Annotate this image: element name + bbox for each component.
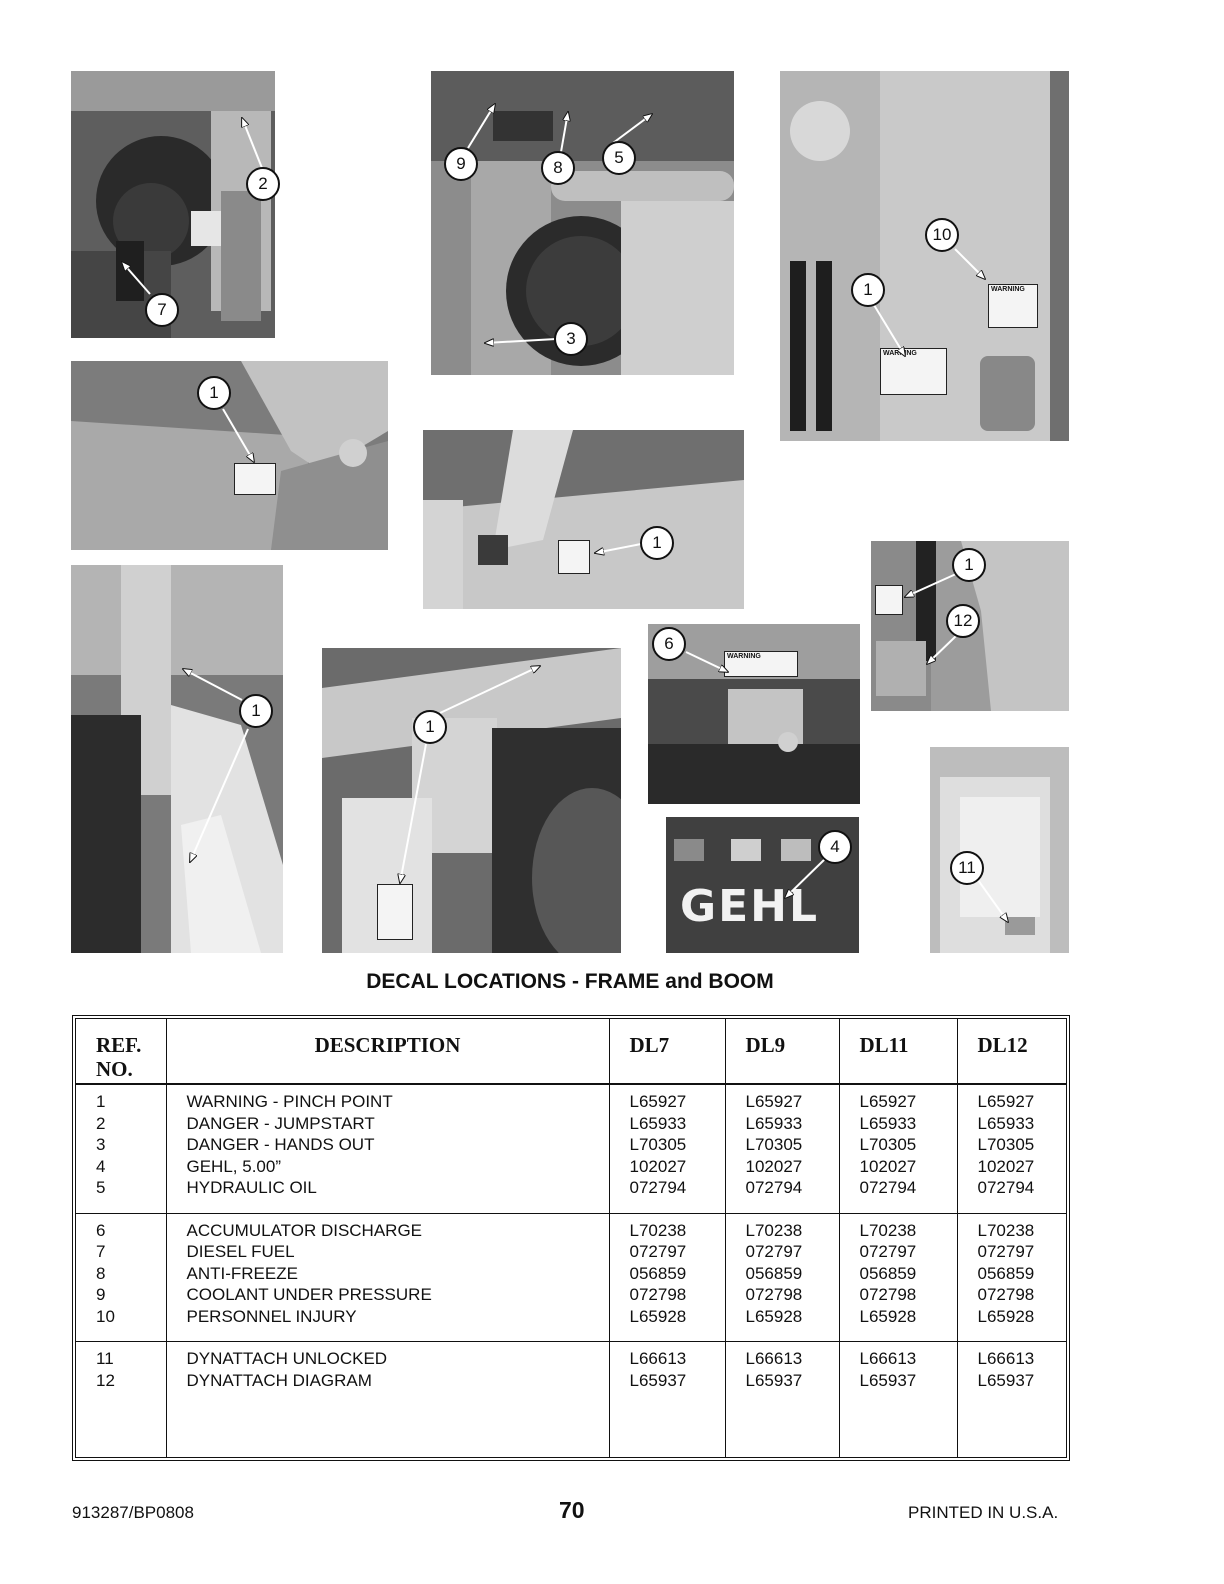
header-dl11: DL11 [839,1019,957,1084]
part-number: L65933 [745,1113,803,1133]
warning-decal: WARNING [880,348,947,395]
callout-1: 1 [851,273,885,307]
part-number: 056859 [629,1263,687,1283]
part-number: 072797 [745,1242,803,1261]
gehl-logo: GEHL [680,881,820,932]
part-number: L65937 [859,1370,917,1390]
header-ref-no: REF. NO. [76,1019,166,1084]
description-cell [166,1084,609,1213]
part-number: 072794 [977,1178,1035,1197]
dl9-cell [725,1342,839,1458]
warning-decal [234,463,276,495]
dl7-cell [609,1213,725,1342]
photo-boom-pivot-center [322,648,621,953]
part-number: L66613 [977,1349,1035,1368]
ref-number: 2 [96,1113,106,1133]
description-cell [166,1213,609,1342]
dl7-cell [609,1084,725,1213]
table-header-row [76,1019,1066,1084]
part-number: L65937 [629,1370,687,1390]
dl11-cell [839,1084,957,1213]
ref-number: 5 [96,1178,106,1197]
ref-number: 7 [96,1242,106,1261]
part-number: L65928 [745,1306,803,1326]
footer-printed-in: PRINTED IN U.S.A. [908,1503,1059,1522]
part-number: L66613 [745,1349,803,1368]
callout-2: 2 [246,167,280,201]
callout-6: 6 [652,627,686,661]
part-number: 056859 [859,1263,917,1283]
part-number: L70238 [977,1220,1035,1240]
part-number: 102027 [977,1156,1035,1176]
part-number: L65928 [859,1306,917,1326]
callout-5: 5 [602,141,636,175]
part-number: L65937 [745,1370,803,1390]
callout-1: 1 [640,526,674,560]
callout-10: 10 [925,218,959,252]
part-number: 072797 [977,1242,1035,1261]
part-number: L65928 [629,1306,687,1326]
callout-1: 1 [197,376,231,410]
part-number: 056859 [745,1263,803,1283]
dl11-cell [839,1342,957,1458]
part-number: 102027 [629,1156,687,1176]
description-text: ACCUMULATOR DISCHARGE [186,1220,423,1240]
part-number: L70305 [977,1135,1035,1154]
part-number: 072798 [977,1285,1035,1304]
description-text: DYNATTACH UNLOCKED [186,1349,388,1368]
callout-1: 1 [952,548,986,582]
ref-cell [76,1084,166,1213]
part-number: 102027 [745,1156,803,1176]
description-text: ANTI-FREEZE [186,1263,298,1283]
figure-caption: DECAL LOCATIONS - FRAME and BOOM [366,970,774,993]
part-number: 072798 [859,1285,917,1304]
dl12-cell [957,1342,1066,1458]
callout-8: 8 [541,151,575,185]
description-text: HYDRAULIC OIL [186,1178,317,1197]
description-text: DANGER - HANDS OUT [186,1135,375,1154]
ref-number: 1 [96,1092,106,1111]
description-text: WARNING - PINCH POINT [186,1092,393,1111]
warning-decal: WARNING [724,651,798,677]
header-dl7: DL7 [609,1019,725,1084]
dl11-cell [839,1213,957,1342]
photo-attachment [930,747,1069,953]
header-description: DESCRIPTION [166,1019,609,1084]
ref-number: 6 [96,1220,106,1240]
warning-decal: WARNING [988,284,1038,328]
part-number: L70305 [629,1135,687,1154]
part-number: L70305 [859,1135,917,1154]
part-number: L65937 [977,1370,1035,1390]
description-text: DYNATTACH DIAGRAM [186,1370,372,1390]
table-row-group [76,1084,1066,1213]
part-number: 072798 [745,1285,803,1304]
part-number: 072794 [629,1178,687,1197]
part-number: L70305 [745,1135,803,1154]
ref-cell [76,1213,166,1342]
part-number: 102027 [859,1156,917,1176]
part-number: L65933 [977,1113,1035,1133]
part-number: 056859 [977,1263,1035,1283]
ref-number: 12 [96,1370,115,1390]
table-row-group [76,1213,1066,1342]
description-text: DIESEL FUEL [186,1242,295,1261]
callout-11: 11 [950,851,984,885]
part-number: L65928 [977,1306,1035,1326]
description-text: PERSONNEL INJURY [186,1306,357,1326]
dl9-cell [725,1084,839,1213]
part-number: L65933 [859,1113,917,1133]
part-number: L70238 [629,1220,687,1240]
callout-12: 12 [946,604,980,638]
callout-7: 7 [145,293,179,327]
description-text: DANGER - JUMPSTART [186,1113,375,1133]
part-number: L65927 [745,1092,803,1111]
footer-document-number: 913287/BP0808 [72,1503,194,1522]
dl12-cell [957,1213,1066,1342]
photo-boom-middle [423,430,744,609]
dl9-cell [725,1213,839,1342]
callout-1: 1 [413,710,447,744]
part-number: L70238 [859,1220,917,1240]
ref-number: 8 [96,1263,106,1283]
part-number: L65927 [859,1092,917,1111]
header-dl12: DL12 [957,1019,1066,1084]
part-number: 072797 [629,1242,687,1261]
part-number: L65927 [977,1092,1035,1111]
decal-parts-table [72,1015,1070,1461]
part-number: L70238 [745,1220,803,1240]
ref-cell [76,1342,166,1458]
part-number: L65927 [629,1092,687,1111]
part-number: 072797 [859,1242,917,1261]
part-number: 072798 [629,1285,687,1304]
description-text: COOLANT UNDER PRESSURE [186,1285,432,1304]
part-number: L65933 [629,1113,687,1133]
photo-side-panel [780,71,1069,441]
warning-decal [875,585,903,615]
callout-1: 1 [239,694,273,728]
table-row-group [76,1342,1066,1458]
part-number: 072794 [745,1178,803,1197]
ref-number: 11 [96,1349,114,1368]
dl12-cell [957,1084,1066,1213]
ref-number: 10 [96,1306,115,1326]
footer-page-number: 70 [559,1497,585,1523]
part-number: L66613 [859,1349,917,1368]
warning-decal [377,884,413,940]
description-text: GEHL, 5.00” [186,1156,281,1176]
description-cell [166,1342,609,1458]
callout-9: 9 [444,147,478,181]
callout-3: 3 [554,322,588,356]
part-number: L66613 [629,1349,687,1368]
ref-number: 4 [96,1156,106,1176]
part-number: 072794 [859,1178,917,1197]
dl7-cell [609,1342,725,1458]
photo-boom-pivot-left [71,565,283,953]
warning-decal [558,540,590,574]
ref-number: 9 [96,1285,106,1304]
callout-4: 4 [818,830,852,864]
ref-number: 3 [96,1135,106,1154]
header-dl9: DL9 [725,1019,839,1084]
